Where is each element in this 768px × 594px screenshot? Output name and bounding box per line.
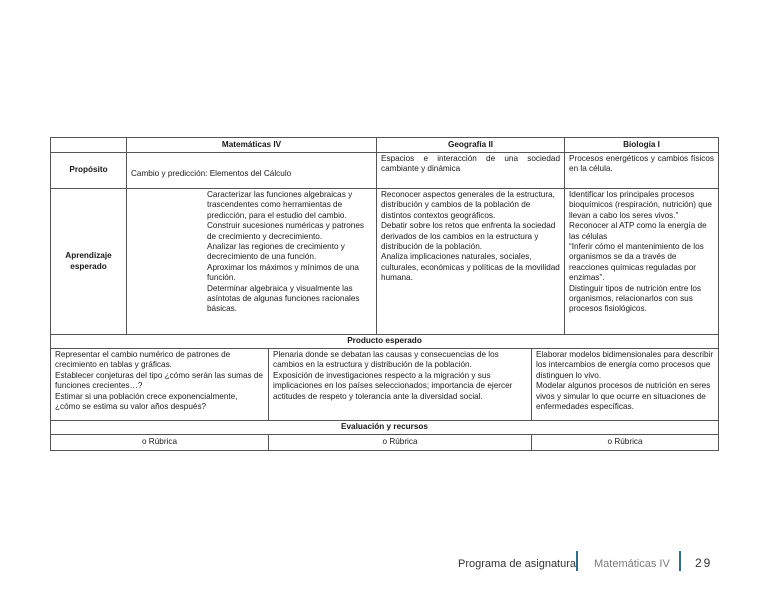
producto-math-item: Establecer conjeturas del tipo ¿cómo serán las sumas de funciones crecientes…? (55, 370, 263, 391)
producto-biologia (532, 349, 719, 421)
producto-geo-item: Plenaria donde se debatan las causas y consecuencias de los cambios en la estructura y distribución de la población. (273, 350, 499, 370)
proposito-matematicas: Cambio y predicción: Elementos del Cálculo (127, 153, 377, 189)
aprendizaje-math-item: Construir sucesiones numéricas y patrones de crecimiento y decrecimiento. (207, 221, 364, 241)
aprendizaje-math-item: Aproximar los máximos y mínimos de una función. (207, 262, 359, 283)
section-title-evaluacion: Evaluación y recursos (51, 421, 719, 435)
header-biologia: Biología I (565, 138, 719, 153)
aprendizaje-geo-item: Debatir sobre los retos que enfrenta la sociedad derivados de los cambios en la estructura y distribución de la población. (381, 221, 556, 252)
aprendizaje-label-line2: esperado (70, 261, 107, 271)
aprendizaje-biologia (565, 189, 719, 335)
producto-bio-item: Elaborar modelos bidimensionales para describir los intercambios de energía como procesos que distinguen lo vivo. (536, 350, 714, 380)
proposito-biologia: Procesos energéticos y cambios físicos en la célula. (565, 153, 719, 189)
producto-bio-item: Modelar algunos procesos de nutrición en seres vivos y simular lo que ocurre en situaciones de enfermedades específicas. (536, 381, 711, 412)
footer-page-number: 29 (695, 556, 713, 570)
aprendizaje-matematicas (127, 189, 377, 335)
aprendizaje-math-item: Analizar las regiones de crecimiento y decrecimiento de una función. (207, 242, 345, 262)
proposito-geografia: Espacios e interacción de una sociedad cambiante y dinámica (377, 153, 565, 189)
footer-divider (576, 551, 578, 571)
aprendizaje-bio-item: Identificar los principales procesos bioquímicos (respiración, nutrición) que llevan a cabo los seres vivos.” (569, 190, 712, 220)
row-label-proposito: Propósito (51, 153, 127, 189)
producto-math-item: Representar el cambio numérico de patrones de crecimiento en tablas y gráficas. (55, 350, 231, 370)
producto-geo-item: Exposición de investigaciones respecto a la migración y sus implicaciones en los países seleccionados; importancia de ejercer actitudes de respeto y tolerancia ante la diversidad social. (273, 370, 513, 401)
empty-corner-cell (51, 138, 127, 153)
curriculum-table (50, 137, 719, 451)
row-label-aprendizaje (51, 189, 127, 335)
aprendizaje-math-item: Caracterizar las funciones algebraicas y trascendentes como herramientas de predicción, para el estudio del cambio. (207, 190, 353, 220)
aprendizaje-geografia (377, 189, 565, 335)
producto-math-item: Estimar si una población crece exponencialmente, ¿cómo se estima su valor años después? (55, 391, 238, 412)
producto-matematicas (51, 349, 269, 421)
footer-subject-label: Matemáticas IV (594, 558, 670, 570)
evaluacion-matematicas: o Rúbrica (51, 435, 269, 451)
aprendizaje-geo-item: Reconocer aspectos generales de la estructura, distribución y cambios de la población de distintos contextos geográficos. (381, 190, 555, 220)
evaluacion-biologia: o Rúbrica (532, 435, 719, 451)
aprendizaje-bio-item: Reconocer al ATP como la energía de las células (569, 221, 707, 241)
aprendizaje-math-item: Determinar algebraica y visualmente las asíntotas de algunas funciones racionales básicas. (207, 283, 360, 314)
header-geografia: Geografía II (377, 138, 565, 153)
producto-geografia (269, 349, 532, 421)
header-matematicas: Matemáticas IV (127, 138, 377, 153)
aprendizaje-geo-item: Analiza implicaciones naturales, sociales, culturales, económicas y políticas de la movilidad humana. (381, 252, 560, 283)
aprendizaje-label-line1: Aprendizaje (65, 251, 112, 261)
aprendizaje-bio-item: “Inferir cómo el mantenimiento de los organismos se da a través de reacciones químicas reguladas por enzimas”. (569, 242, 704, 283)
evaluacion-geografia: o Rúbrica (269, 435, 532, 451)
aprendizaje-bio-item: Distinguir tipos de nutrición entre los organismos, relacionarlos con sus procesos fisiológicos. (569, 283, 702, 314)
footer-program-label: Programa de asignatura (458, 558, 577, 570)
footer-divider (679, 551, 681, 571)
section-title-producto: Producto esperado (51, 335, 719, 349)
